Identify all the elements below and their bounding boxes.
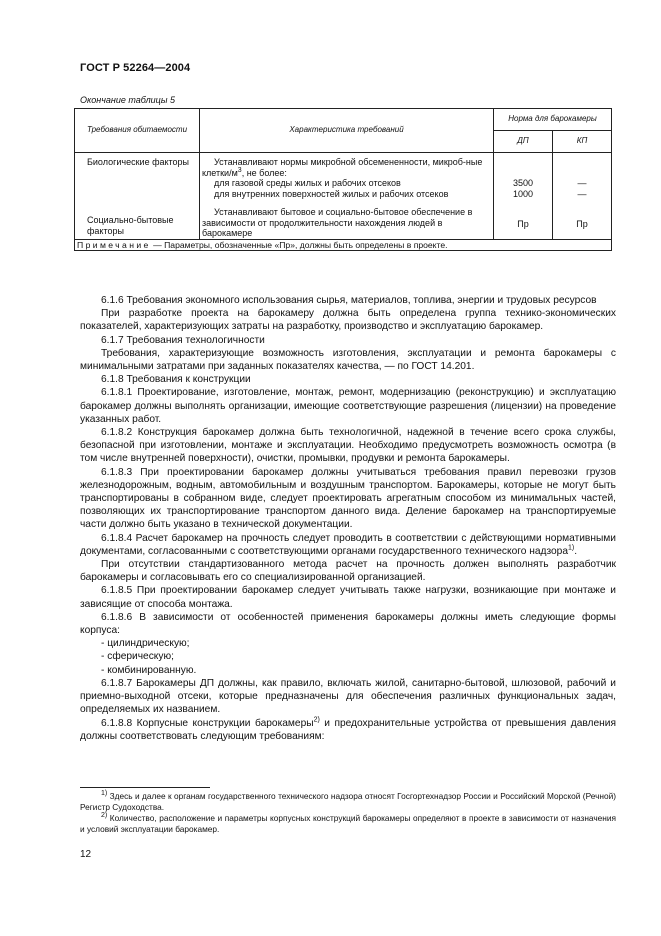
req-social: Социально-бытовые факторы [87, 215, 174, 236]
para-6-1-6: 6.1.6 Требования экономного использования сырья, материалов, топлива, энергии и трудовых ресурсов [101, 295, 597, 306]
table-5 [74, 108, 612, 251]
list-item-spherical: - сферическую; [101, 651, 174, 663]
char-biological: Устанавливают нормы микробной обсемененности, микроб-ные клетки/$м^3$, не более: [202, 157, 483, 178]
document-header: ГОСТ Р 52264—2004 [80, 62, 191, 74]
footnote-2: $^{2)}$ Количество, расположение и параметры корпусных конструкций барокамеры определяют в проекте в зависимости от назначения и условий эксплуатации барокамер. [80, 812, 616, 834]
para-6-1-8-3: 6.1.8.3 При проектировании барокамер должны учитываться требования правил перевозки грузов железнодорожным, водным, автомобильным и воздушным транспортом. Барокамеры, которые не могут быть транспортированы в собранном виде, следует проектировать агрегатным способом из минимальных частей, позволяющих их транспортирование транспортом данного вида. Деление барокамер на транспортируемые части должно быть указано в технической документации. [80, 466, 616, 531]
dp-gas-value: 3500 [512, 178, 534, 188]
kp-surface-value: — [577, 188, 587, 199]
req-biological: Биологические факторы [87, 157, 190, 167]
kp-gas-value: — [577, 178, 587, 188]
para-economic: При разработке проекта на барокамеру должна быть определена группа технико-экономических показателей, характеризующих затраты на разработку, производство и эксплуатацию барокамер. [80, 308, 616, 333]
list-item-cylindrical: - цилиндрическую; [101, 638, 190, 650]
para-6-1-8-1: 6.1.8.1 Проектирование, изготовление, монтаж, ремонт, модернизацию (реконструкцию) и эксплуатацию барокамер должны выполнять организации, имеющие соответствующие разрешения (лицензии) на проведение указанных работ. [80, 387, 616, 425]
kp-social-value: Пр [576, 219, 588, 229]
para-strength: При отсутствии стандартизованного метода расчет на прочность должен выполнять разработчик барокамеры и согласовывать его со специализированной организацией. [80, 559, 616, 584]
para-6-1-8-2: 6.1.8.2 Конструкция барокамер должна быть технологичной, надежной в течение всего срока службы, безопасной при изготовлении, монтаже и эксплуатации. Необходимо предусмотреть возможность осмотра (в том числе внутренней поверхности), очистки, промывки, продувки и ремонта барокамеры. [80, 427, 616, 465]
page-number: 12 [80, 849, 92, 860]
dp-social-value: Пр [517, 219, 529, 229]
para-6-1-7: 6.1.7 Требования технологичности [101, 334, 265, 346]
header-requirements: Требования обитаемости [75, 109, 200, 153]
para-tech: Требования, характеризующие возможность изготовления, эксплуатации и ремонта барокамеры с минимальными затратами при заданных показателях качества, — по ГОСТ 14.201. [80, 347, 616, 373]
table-body-row [75, 153, 612, 240]
footnote-separator [80, 787, 210, 788]
footnote-1: $^{1)}$ Здесь и далее к органам государственного технического надзора относят Госгортехнадзор России и Российский Морской (Речной) Регистр Судоходства. [80, 790, 616, 812]
para-6-1-8-6: 6.1.8.6 В зависимости от особенностей применения барокамеры должны иметь следующие формы корпуса: [80, 611, 616, 637]
list-item-combined: - комбинированную. [101, 664, 197, 676]
table-caption: Окончание таблицы 5 [80, 95, 175, 105]
para-6-1-8-8: 6.1.8.8 Корпусные конструкции барокамеры$^{2)}$ и предохранительные устройства от превышения давления должны соответствовать следующим требованиям: [80, 716, 616, 742]
para-6-1-8-4: 6.1.8.4 Расчет барокамер на прочность следует проводить в соответствии с действующими нормативными документами, согласованными с соответствующими органами государственного технического надзора$^{1)}$. [80, 532, 616, 557]
header-dp: ДП [494, 131, 553, 153]
table-note: Примечание — Параметры, обозначенные «Пр», должны быть определены в проекте. [75, 239, 612, 251]
dp-surface-value: 1000 [512, 188, 534, 199]
char-sub-gas: для газовой среды жилых и рабочих отсеков [214, 178, 401, 188]
body-text [80, 294, 616, 743]
para-6-1-8: 6.1.8 Требования к конструкции [101, 374, 251, 386]
header-characteristic: Характеристика требований [200, 109, 494, 153]
header-kp: КП [553, 131, 612, 153]
footnote-ref-2: 2) [313, 716, 320, 724]
para-6-1-8-7: 6.1.8.7 Барокамеры ДП должны, как правило, включать жилой, санитарно-бытовой, шлюзовой, рабочий и приемно-выходной отсеки, которые предназначены для обеспечения различных функциональных задач, определяемых их названием. [80, 677, 616, 716]
para-6-1-8-5: 6.1.8.5 При проектировании барокамер следует учитывать также нагрузки, возникающие при монтаже и зависящие от способа монтажа. [80, 585, 616, 610]
char-social: Устанавливают бытовое и социально-бытовое обеспечение в зависимости от продолжительности нахождения людей в барокамере [202, 207, 473, 238]
footnotes [80, 791, 616, 835]
footnote-ref-1: 1) [568, 544, 575, 552]
header-norm: Норма для барокамеры [494, 109, 612, 131]
char-sub-surface: для внутренних поверхностей жилых и рабочих отсеков [214, 188, 449, 199]
